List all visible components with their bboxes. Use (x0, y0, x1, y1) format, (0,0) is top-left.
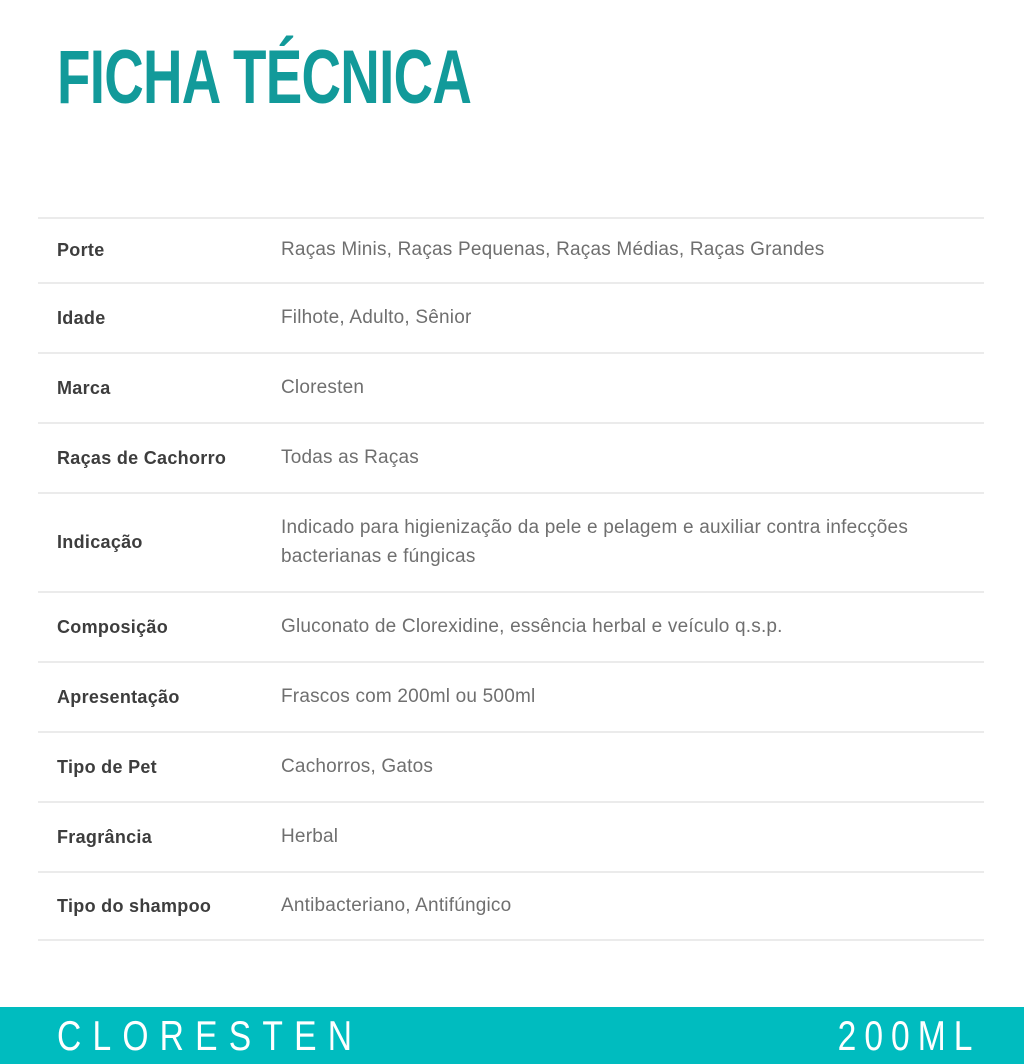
table-row (38, 591, 984, 661)
row-label: Composição (57, 616, 169, 637)
row-label: Raças de Cachorro (57, 447, 227, 468)
row-label: Tipo de Pet (57, 756, 157, 777)
table-row (38, 731, 984, 801)
table-row (38, 801, 984, 871)
row-label: Apresentação (57, 686, 180, 707)
table-row (38, 492, 984, 591)
table-row (38, 661, 984, 731)
spec-table (38, 217, 984, 941)
row-value: Gluconato de Clorexidine, essência herbal e veículo q.s.p. (281, 615, 783, 637)
row-value: Cloresten (281, 376, 365, 398)
table-row (38, 422, 984, 492)
table-row (38, 217, 984, 282)
page-title: FICHA TÉCNICA (57, 35, 472, 120)
row-value: Frascos com 200ml ou 500ml (281, 685, 536, 707)
row-value: Antibacteriano, Antifúngico (281, 894, 512, 916)
row-value: Herbal (281, 825, 339, 847)
table-row (38, 352, 984, 422)
row-label: Tipo do shampoo (57, 895, 212, 916)
row-value: Cachorros, Gatos (281, 755, 434, 777)
footer-volume: 200ML (837, 1011, 980, 1059)
table-row (38, 282, 984, 352)
row-label: Porte (57, 240, 105, 260)
footer-bar (0, 1007, 1024, 1064)
row-value: Todas as Raças (281, 446, 419, 468)
row-label: Indicação (57, 532, 143, 552)
row-label: Marca (57, 377, 111, 398)
row-label: Idade (57, 307, 106, 328)
page-header (57, 35, 1024, 120)
spec-sheet-page (0, 35, 1024, 1064)
row-value: Indicado para higienização da pele e pelagem e auxiliar contra infecções bacterianas e fúngicas (281, 517, 909, 567)
row-label: Fragrância (57, 826, 153, 847)
table-row (38, 871, 984, 941)
footer-brand: CLORESTEN (57, 1011, 364, 1059)
row-value: Filhote, Adulto, Sênior (281, 306, 472, 328)
row-value: Raças Minis, Raças Pequenas, Raças Médias, Raças Grandes (281, 239, 825, 261)
